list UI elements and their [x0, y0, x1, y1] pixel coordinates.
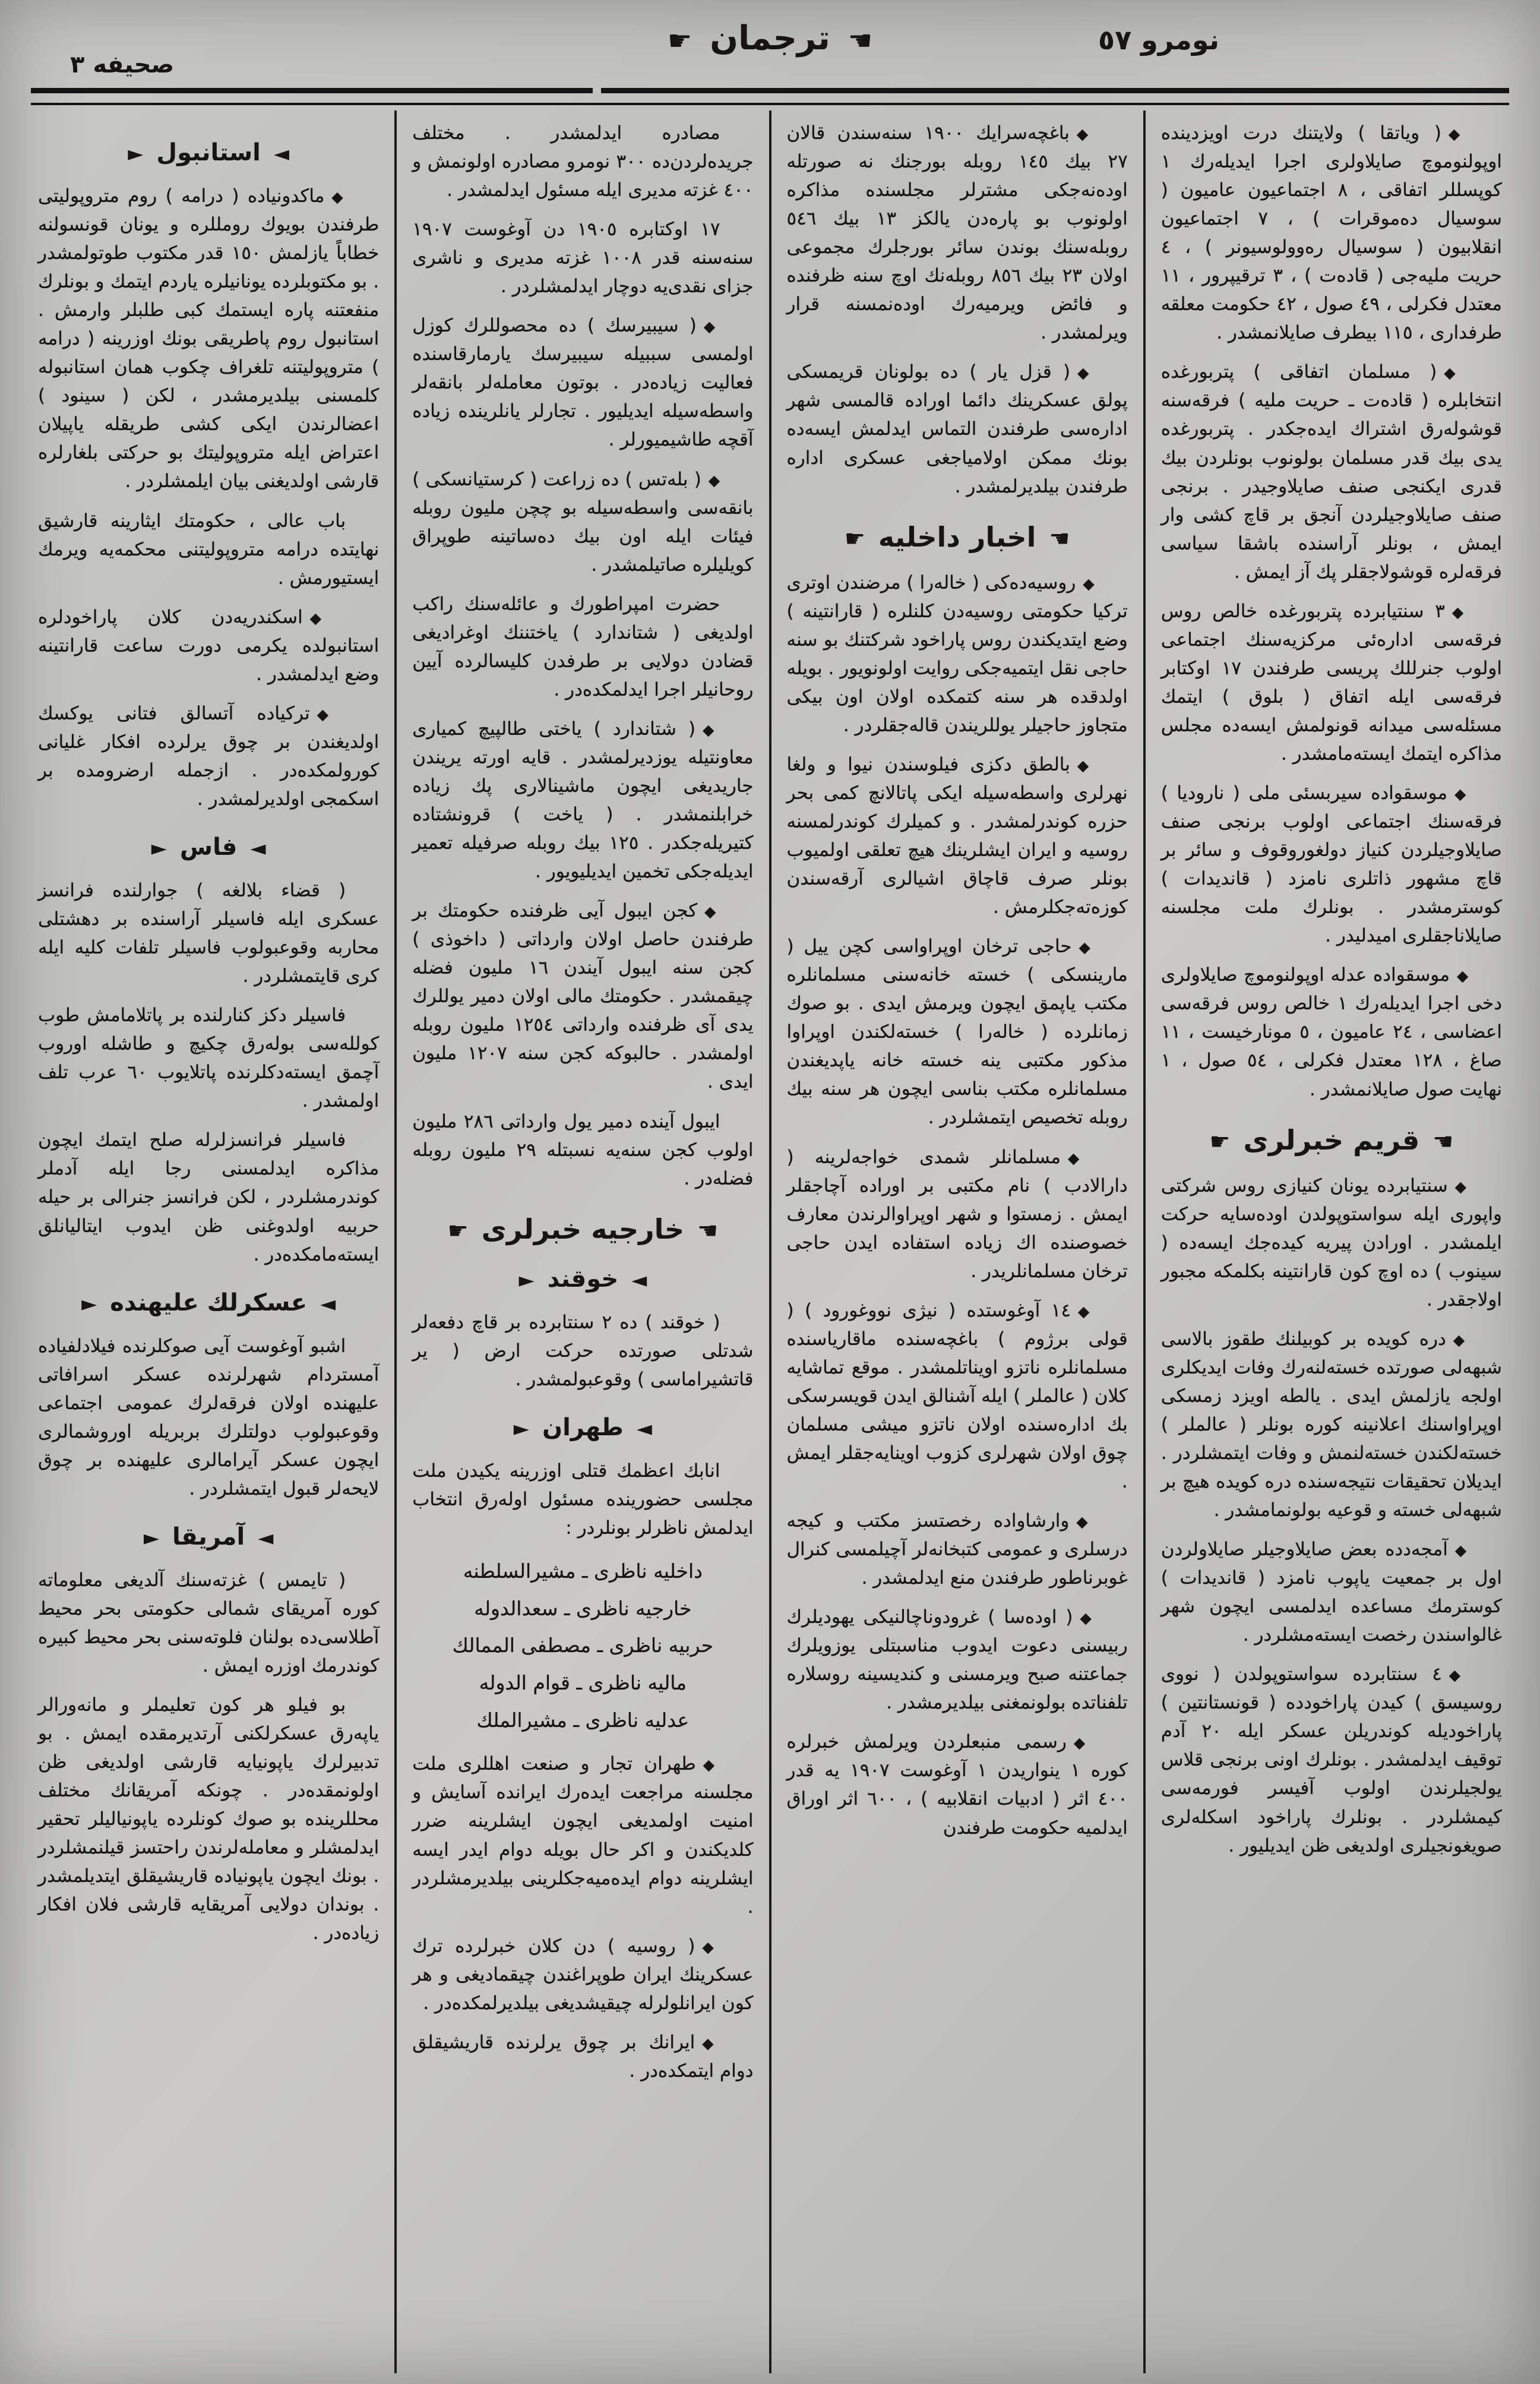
- paragraph-diamond-icon: ◆: [1454, 785, 1469, 803]
- section-heading: [787, 521, 1128, 553]
- paragraph: ◆باغچه‌سرایك ١٩٠٠ سنه‌سندن قالان ٢٧ بیك ١٤٥ روبله بورجنك نه صورتله اوده‌نه‌جكی مشترلر مجلسنده مذاكره اولونوب بو پارەدن یالكز ١٣ بیك ٥٤٦ روبله‌سنك بوندن سائر بورجلرك مجموعی اولان ٢٣ بیك ٨٥٦ روبله‌نك اوچ سنه ظرفنده و فائض ویرمیەرك اوده‌نمسنه قرار ویرلمشدر .: [786, 122, 1128, 344]
- paragraph: فاسیلر دكز كنارلنده بر پاتلامامش طوب كوللەسی بولەرق چكیچ و طاشله اوروب آچمق ایسته‌دكلرنده پاتلایوب ٦٠ عرب تلف اولمشدر .: [38, 1005, 380, 1112]
- paragraph-diamond-icon: ◆: [1067, 1149, 1095, 1167]
- paragraph: اشبو آوغوست آیی صوكلرنده فیلادلفیاده آمستردام شهرلرنده عسكر اسرافاتی علیهنده اولان فرقه‌لرك عمومی اجتماعی وقوعبولوب دولتلرك بربریله اوروشمالری ایچون عسكر آیرامالری علیهنده بر چوق لایحه‌لر قبول ایتمشلردر .: [38, 1335, 380, 1499]
- paragraph-diamond-icon: ◆: [703, 318, 720, 336]
- heading-text: استانبول: [156, 139, 261, 166]
- paragraph: ◆ایرانك بر چوق یرلرنده قاریشیقلق دوام ایتمكده‌در .: [412, 2031, 754, 2082]
- paragraph: ◆مسلمانلر شمدی خواجه‌لرینه ( دارالادب ) نام مكتبی بر اوراده آچاجقلر ایمش . زمستوا و شهر اوپراوالرندن معارف خصوصنده اك زیاده استفاده ایدن حاجی ترخان مسلمانلریدر .: [786, 1146, 1128, 1282]
- heading-text: آمریقا: [172, 1523, 245, 1551]
- heading-text: خارجیه خبرلری: [481, 1212, 685, 1245]
- paragraph: ◆( بله‌تس ) ده زراعت ( كرستیانسكی ) بانقه‌سی واسطه‌سیله بو چچن ملیون روبله فیئات ایله اون بیك دەساتینه طوپراق كویلیلره صاتیلمشدر .: [412, 468, 754, 576]
- paragraph-diamond-icon: ◆: [1079, 939, 1095, 956]
- paragraph: مصادره ایدلمشدر . مختلف جریده‌لردن‌ده ٣٠٠ نومرو مصادره اولونمش و ٤٠٠ غزته مدیری ایله مسئول ایدلمشدر .: [412, 122, 754, 201]
- manicule-right-icon: ☚: [697, 1217, 719, 1245]
- paragraph-diamond-icon: ◆: [703, 1756, 720, 1774]
- paragraph-diamond-icon: ◆: [1073, 1734, 1095, 1752]
- subsection-heading: [38, 833, 379, 861]
- manicule-left-icon: ☛: [447, 1217, 469, 1245]
- paragraph-diamond-icon: ◆: [1449, 1666, 1469, 1684]
- arrow-left-icon: ►: [143, 1526, 160, 1550]
- subsection-heading: [38, 139, 379, 166]
- arrow-right-icon: ◄: [631, 1268, 647, 1292]
- manicule-left-icon: ☛: [844, 525, 865, 552]
- paragraph: ◆رسمی منبعلردن ویرلمش خبرلره كوره ١ ینواریدن ١ آوغوست ١٩٠٧ یه قدر ٤٠٠ اثر ( ادبیات انقلابیه ) ، ٦٠٠ اثر اوراق ایدلمیه حكومت طرفندن: [786, 1731, 1128, 1839]
- minister-list-item: حربیه ناظری ـ مصطفی الممالك: [452, 1634, 714, 1657]
- arrow-right-icon: ◄: [250, 836, 266, 860]
- arrow-right-icon: ◄: [636, 1416, 652, 1441]
- paragraph-diamond-icon: ◆: [1077, 364, 1095, 382]
- arrow-left-icon: ►: [128, 142, 144, 166]
- paragraph: ایبول آینده دمیر یول وارداتی ٢٨٦ ملیون اولوب كجن سنه‌یه نسبتله ٢٩ ملیون روبله فضله‌در .: [412, 1110, 754, 1189]
- paragraph: فاسیلر فرانسزلرله صلح ایتمك ایچون مذاكره ایدلمسنی رجا ایله آدملر كوندرمشلردر ، لكن فرانسز جنرالی بر حیله حربیه اولدوغنی ظن ایدوب ایتالیانلق ایسته‌مامكده‌در .: [38, 1129, 380, 1265]
- arrow-left-icon: ►: [518, 1268, 535, 1292]
- minister-list-item: داخلیه ناظری ـ مشیرالسلطنه: [463, 1559, 703, 1583]
- paragraph-diamond-icon: ◆: [704, 903, 720, 921]
- paragraph: ◆روسیه‌دەكی ( خاله‌را ) مرضندن اوتری تركیا حكومتی روسیه‌دن كلنلره ( قارانتینه ) وضع ایتدیكندن روس پاراخود شركتنك بو سنه حاجی نقل ایتمیه‌جكی روایت اولونویور . بویله اولدقده هر سنه كتمكده اولان اون بیكی متجاوز حاجیلر یوللریندن قالەجقلردر .: [786, 571, 1128, 736]
- paragraph-diamond-icon: ◆: [1077, 756, 1095, 774]
- masthead-title: ترجمان: [710, 19, 830, 58]
- section-heading: [412, 1213, 753, 1245]
- paragraph-diamond-icon: ◆: [309, 609, 346, 627]
- heading-text: اخبار داخلیه: [878, 520, 1036, 553]
- manicule-right-icon: ☚: [1433, 1128, 1454, 1155]
- subsection-heading: [38, 1523, 379, 1551]
- heading-text: فاس: [179, 833, 238, 861]
- paragraph: ◆( مسلمان اتفاقی ) پتربورغده انتخابلره ( قادەت ـ حریت ملیه ) فرقه‌سنه قوشولەرق اشتراك ایدەجكدر . پتربورغده یدی بیك قدر مسلمان بولونوب بونلردن بیك قدری ایكنجی صنف صایلاوجیدر . برنجی صنف صایلاوجیلردن آنجق بر قاچ كشی وار ایمش ، بونلر آراسنده باشقا سیاسی فرقه‌لره قوشولاجقلر پك آز ایمش .: [1160, 361, 1502, 583]
- paragraph: ◆حاجی ترخان اوپراواسی كچن ییل ( مارینسكی ) خسته خانه‌سنی مسلمانلره مكتب یاپمق ایچون ویرمش ایدی . بو صوك زمانلرده ( خاله‌را ) خسته‌لكندن اوپراوا مذكور مكتبی ینه خسته خانه یاپدیغندن مسلمانلره مكتب بناسی ایچون هر سنه بیك روبله تخصیص ایتمشلردر .: [786, 936, 1128, 1129]
- heading-text: خوقند: [547, 1265, 619, 1293]
- paragraph: ( خوقند ) ده ٢ سنتابرده بر قاچ دفعه‌لر شدتلی صورتده حركت ارض ( یر قاتشیراماسی ) وقوعبولمشدر .: [412, 1311, 754, 1390]
- paragraph-diamond-icon: ◆: [1077, 1302, 1095, 1320]
- paragraph: انابك اعظمك قتلی اوزرینه یكیدن ملت مجلسی حضورینده مسئول اولەرق انتخاب ایدلمش ناظرلر بونلردر :: [412, 1460, 754, 1539]
- paragraph: حضرت امپراطورك و عائله‌سنك راكب اولدیغی ( شتاندارد ) یاختننك اوغرادیغی قضادن دولایی بر طرفدن كلیسالرده آیین روحانیلر اجرا ایدلمكدەدر .: [412, 593, 754, 700]
- paragraph: ◆دره كویده بر كوبیلنك طقوز بالاسی شبهه‌لی صورتده خسته‌لنەرك وفات ایدیكلری اولجه یازلمش ایدی . یالطه اویزد زمسكی اوپراواسنك اعلانینه كوره بونلر ( عالملر ) خسته‌لكندن خسته‌لنمش و وفات ایتمشلردر . ایدیلان تحقیقات نتیجه‌سنده دره كویده هیچ بر شبهه‌لی خسته و قوعیه بولونمامشدر .: [1160, 1328, 1502, 1521]
- manicule-right-icon: ☚: [1049, 525, 1070, 552]
- paragraph: ◆١٤ آوغوستده ( نیژی نووغورود ) ( قولی برژوم ) باغچه‌سنده ماقاریاسنده مسلمانلره ناتزو اویناتلمشدر . موقع تماشایه كلان ( عالملر ) ایله آشنالق ایدن قویسرسكی بك اداره‌سنده اولان ناتزو میشی مسلمان چوق اولان شهرلری كزوب اوینایەجقلر ایمش .: [786, 1299, 1128, 1493]
- heading-text: قریم خبرلری: [1243, 1123, 1420, 1156]
- paragraph: ◆موسقواده عدله اوپولنوموچ صایلاولری دخی اجرا ایدیلەرك ١ خالص روس فرقه‌سی اعضاسی ، ٢٤ عامیون ، ٥ مونارخیست ، ١١ صاغ ، ١٢٨ معتدل فكرلی ، ٥٤ صول ، ١ نهایت صول صایلانمشدر .: [1160, 964, 1503, 1100]
- paragraph: ◆تركیاده آتسالق فتانی یوكسك اولدیغندن بر چوق یرلرده افكار غلیانی كورولمكده‌در . ازجمله ارضرومده بر اسكمجی اولدیرلمشدر .: [38, 702, 380, 810]
- paragraph: ◆( قزل یار ) ده بولونان قریمسكی پولق عسكرینك دائما اوراده قالمسی شهر اداره‌سی طرفندن التماس ایدلمش ایسه‌ده بونك ممكن اولامیاجغی عسكری اداره طرفندن بیلدیرلمشدر .: [786, 361, 1128, 497]
- section-heading: [1161, 1124, 1502, 1156]
- arrow-left-icon: ►: [513, 1416, 529, 1441]
- paragraph-diamond-icon: ◆: [702, 1938, 720, 1956]
- paragraph: ◆اسكندریه‌دن كلان پاراخودلره استانبولده یكرمی دورت ساعت قارانتینه وضع ایدلمشدر .: [38, 606, 380, 685]
- header-rule: [31, 88, 1509, 105]
- paragraph: ◆بالطق دكزی فیلوسندن نیوا و ولغا نهرلری واسطه‌سیله ایكی پاتالانچ كمی بحر حزره كوندرلمشدر . و كمیلرك كوندرلمسنه روسیه و ایران ایشلرینك هیچ تعلقی اولمیوب بونلر صرف قاچاق اشیالری آرقه‌سندن كوزەتەجكلرمش .: [786, 753, 1128, 918]
- paragraph: ◆( شتاندارد ) یاختی طالپیچ كمیاری معاونتیله یوزدیرلمشدر . قایه اورته یریندن جاریدیغی ایچون ماشینالاری پك زیاده خرابلنمشدر . ( یاخت ) قرونشتاده كتیریله‌جكدر . ١٢٥ بیك روبله صرفیله تعمیر ایدیله‌جكی تخمین ایدیلیویور .: [412, 718, 754, 883]
- paragraph: ◆موسقواده سیربسئی ملی ( نارودیا ) فرقه‌سنك اجتماعی اولوب برنجی صنف صایلاوجیلردن كنیاز دولغوروقوف و سائر بر قاچ مشهور ذاتلری نامزد ( قاندیدات ) كوسترمشدر . بونلرك ملت مجلسنه صایلاناجقلری امیدلیدر .: [1160, 782, 1502, 947]
- page-number: صحیفه ٣: [70, 51, 175, 78]
- paragraph-diamond-icon: ◆: [317, 705, 346, 723]
- paragraph-diamond-icon: ◆: [1083, 574, 1095, 592]
- paragraph: بو فیلو هر كون تعلیملر و مانەورالر یاپەرق عسكرلكنی آرتدیرمقده ایمش . بو تدبیرلرك یاپونیایه قارشی اولدیغی ظن اولونمقده‌در . چونكه آمریقانك مختلف محللرینده بو صوك كونلرده یاپونیالیلر تحقیر ایدلمشلر و معامله‌لرندن راحتسز قیلنمشلردر . بونك ایچون یاپونیاده قاریشیقلق ایتدیلمشدر . بوندان دولایی آمریقایه قارشی فلان افكار زیاده‌در .: [38, 1694, 380, 1944]
- paragraph-diamond-icon: ◆: [1454, 1177, 1469, 1195]
- paragraph: ◆٣ سنتیابرده پتربورغده خالص روس فرقه‌سی اداره‌ئی مركزیه‌سنك اجتماعی اولوب جنرللك پریسی طرفندن ١٧ اوكتابر فرقه‌سی ایله اتفاق ( بلوق ) ایتمك مسئله‌سی میدانه قونولمش ایسه‌ده مجلس مذاكره ایتمك ایسته‌مامشدر .: [1160, 600, 1502, 765]
- paragraph-diamond-icon: ◆: [703, 721, 720, 738]
- paragraph: ◆( اوده‌سا ) غرودوناچالنیكی یهودیلرك ربیسنی دعوت ایدوب مناسبتلی یوزویلرك جماعتنه صبح ویرمسنی و كندیسینه روسلاره تلفناتده بولونمغنی بیلدیرمشدر .: [786, 1606, 1128, 1714]
- paragraph: باب عالی ، حكومتك ایثارینه قارشیق نهایتده درامه متروپولیتنی محكمه‌یه ویرمك ایستیورمش .: [38, 510, 380, 589]
- manicule-left-icon: ☛: [667, 24, 692, 56]
- paragraph: ◆وارشاواده رخصتسز مكتب و كیجه درسلری و عمومی كتبخانه‌لر آچیلمسی كنرال غوبرناطور طرفندن منع ایدلمشدر .: [786, 1510, 1128, 1589]
- paragraph: ◆( روسیه ) دن كلان خبرلرده ترك عسكرینك ایران طوپراغندن چیقمادیغی و هر كون ایرانلولرله چیقیشدیغی بیلدیرلمكده‌در .: [412, 1935, 754, 2014]
- paragraph: ( تایمس ) غزته‌سنك آلدیغی معلوماته كوره آمریقای شمالی حكومتی بحر محیط آطلاسی‌ده بولنان فلوته‌سنی بحر محیط كبیره كوندرمك اوزره ایمش .: [38, 1569, 380, 1677]
- paragraph-diamond-icon: ◆: [1453, 1331, 1469, 1349]
- paragraph-diamond-icon: ◆: [702, 2034, 720, 2052]
- minister-list-item: خارجیه ناظری ـ سعدالدوله: [474, 1596, 692, 1620]
- paragraph: ◆٤ سنتابرده سواستوپولدن ( نووی روسیسق ) كیدن پاراخودده ( قونستانتین ) پاراخودیله كوندریلن عسكر ایله ٢٠ آدم توقیف ایدلمشدر . بونلرك اونی برنجی قلاس یولجیلرندن اولوب آفیسر فورمه‌سی كیمشلردر . بونلرك پاراخود اسكله‌لری صویغونجیلری اولدیغی ظن ایدیلیور .: [1160, 1663, 1502, 1856]
- column-1: [1143, 110, 1517, 2373]
- paragraph: ◆( سیبیرسك ) ده محصوللرك كوزل اولمسی سببیله سیبیرسك یارمارقاسنده فعالیت زیاده‌در . بوتون معامله‌لر بانقه‌لر واسطه‌سیله ایدیلیور . تجارلر یانلرینده زیاده آقچه طاشیمیورلر .: [412, 315, 754, 451]
- paragraph: ( قضاء بلالغه ) جوارلنده فرانسز عسكری ایله فاسیلر آراسنده بر دهشتلی محاربه وقوعبولوب فاسیلر تلفات كلیه ایله كری قایتمشلردر .: [38, 879, 380, 987]
- subsection-heading: [412, 1265, 753, 1293]
- paragraph: ◆كجن ایبول آیی ظرفنده حكومتك بر طرفندن حاصل اولان وارداتی ( داخوذی ) كجن سنه ایبول آیندن ١٦ ملیون فضله چیقمشدر . حكومتك مالی اولان دمیر یوللرك یدی آی ظرفنده وارداتی ١٢٥٤ ملیون روبله اولمشدر . حالبوكه كجن سنه ١٢٠٧ ملیون ایدی .: [412, 900, 754, 1093]
- manicule-left-icon: ☛: [1209, 1128, 1231, 1155]
- paragraph-diamond-icon: ◆: [1456, 967, 1469, 985]
- arrow-right-icon: ◄: [273, 142, 290, 166]
- columns: [23, 110, 1517, 2373]
- paragraph-diamond-icon: ◆: [1076, 125, 1095, 143]
- paragraph-diamond-icon: ◆: [1454, 1542, 1469, 1559]
- masthead: [0, 19, 1540, 58]
- minister-list-item: عدلیه ناظری ـ مشیرالملك: [476, 1708, 690, 1732]
- paragraph: ◆ماكدونیاده ( درامه ) روم متروپولیتی طرفندن بویوك رومللره و یونان قونسولنه خطاباً یازلمش ١٥٠ قدر مكتوب طوتولمشدر . بو مكتوبلرده یونانیلره یاردم ایتمك و بونلرك منفعتنه پاره ایستمك كبی طلبلر وارمش . استانبول روم پاطریقی بونك اوزرینه ( درامه ) متروپولیتنه تلغراف چكوب همان استانبوله كلمسنی بیلدیرمشدر ، لكن ( سینود ) اعضالرندن ایكی كشی طریقله یاپیلان اعتراض ایله متروپولیتك بو حركتی بلغارلره قارشی اولدیغنی بیان ایلمشلردر .: [38, 185, 380, 492]
- minister-list-item: مالیه ناظری ـ قوام الدوله: [479, 1671, 687, 1694]
- manicule-right-icon: ☚: [848, 24, 873, 56]
- heading-text: عسكرلك علیهنده: [110, 1289, 308, 1316]
- arrow-left-icon: ►: [81, 1292, 97, 1316]
- subsection-heading: [38, 1289, 379, 1316]
- paragraph: ◆( ویاتقا ) ولایتنك درت اویزدینده اوپولنوموچ صایلاولری اجرا ایدیلەرك ١ كوپسللر اتفاقی ، ٨ اجتماعیون عامیون ( سوسیال دەموقرات ) ، ٧ اجتماعیون انقلابیون ( سوسیال رەوولوسیونر ) ، ٤ حریت ملیەجی ( قادەت ) ، ٣ ترقیپرور ، ١١ معتدل فكرلی ، ٤٩ صول ، ٤٢ حكومت معلقه طرفداری ، ١١٥ بیطرف صایلانمشدر .: [1160, 122, 1502, 344]
- paragraph-diamond-icon: ◆: [1076, 1513, 1095, 1531]
- paragraph-diamond-icon: ◆: [1444, 364, 1469, 382]
- paragraph: ◆سنتیابرده یونان كنیازی روس شركتی واپوری ایله سواستوپولدن اوده‌سایه حركت ایلمشدر . اورادن پیریه كیده‌جك ایسه‌ده ( سینوب ) ده اوچ كون قارانتینه بكلمكه مجبور اولاجقدر .: [1160, 1174, 1502, 1311]
- arrow-right-icon: ◄: [258, 1526, 274, 1550]
- paragraph-diamond-icon: ◆: [1448, 125, 1469, 143]
- page-header: [0, 0, 1540, 102]
- column-4: [23, 110, 394, 2373]
- paragraph: ◆آمجەدده بعض صایلاوجیلر صایلاولردن اول بر جمعیت یاپوب نامزد ( قاندیدات ) كوسترمك مساعده ایدلمسی ایچون شهر غالواسندن رخصت ایسته‌مشلردر .: [1160, 1539, 1502, 1646]
- column-2: [769, 110, 1143, 2373]
- arrow-right-icon: ◄: [320, 1292, 336, 1316]
- rule-gap: [593, 88, 601, 93]
- column-3: [394, 110, 769, 2373]
- paragraph-diamond-icon: ◆: [331, 188, 346, 206]
- arrow-left-icon: ►: [151, 836, 167, 860]
- subsection-heading: [412, 1414, 753, 1441]
- paragraph-diamond-icon: ◆: [1080, 1609, 1095, 1627]
- paragraph-diamond-icon: ◆: [1452, 603, 1469, 621]
- heading-text: طهران: [542, 1413, 624, 1441]
- issue-number: نومرو ٥٧: [1098, 24, 1219, 56]
- paragraph: ◆طهران تجار و صنعت اهللری ملت مجلسنه مراجعت ایدەرك ایرانده آسایش و امنیت اولمدیغی ایچون ایشلرینه ضرر كلدیكندن و اكر حال بویله دوام ایدر ایسه ایشلرینه دوام ایده‌میەجكلرینی بیلدیرمشلردر .: [412, 1753, 754, 1918]
- paragraph-diamond-icon: ◆: [708, 471, 720, 489]
- minister-list: [412, 1553, 753, 1739]
- paragraph: ١٧ اوكتابره ١٩٠٥ دن آوغوست ١٩٠٧ سنه‌سنه قدر ١٠٠٨ غزته مدیری و ناشری جزای نقدی‌یه دوچار ایدلمشلردر .: [412, 219, 754, 298]
